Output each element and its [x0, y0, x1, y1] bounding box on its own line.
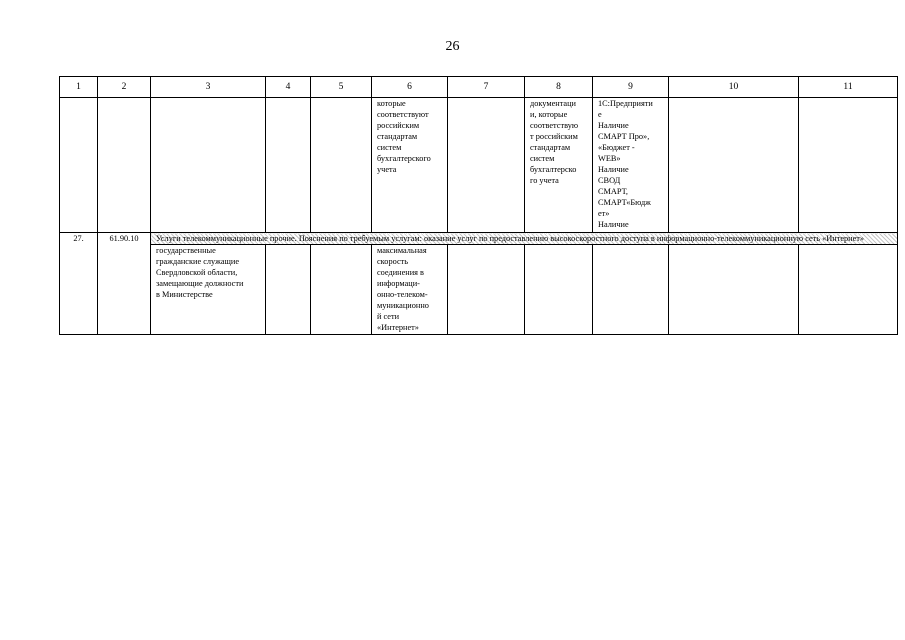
table-cell: [266, 245, 311, 335]
service-description-text: Услуги телекоммуникационные прочие. Пояснения по требуемым услугам: оказание услуг по предоставлению высокоскоростного доступа в информационно-телекоммуникационную сеть «Интернет»: [156, 234, 865, 243]
table-cell: 1С:Предприяти е Наличие СМАРТ Про», «Бюджет - WEB» Наличие СВОД СМАРТ, СМАРТ«Бюдж ет» Наличие: [593, 98, 669, 233]
header-cell: 9: [593, 77, 669, 98]
table-row: [60, 98, 898, 233]
table-row: [60, 245, 898, 335]
table-cell: [311, 245, 372, 335]
table-cell: государственные гражданские служащие Свердловской области, замещающие должности в Министерстве: [151, 245, 266, 335]
table-cell: [448, 98, 525, 233]
table-cell: [151, 98, 266, 233]
header-cell: 10: [669, 77, 799, 98]
table-cell: которые соответствуют российским стандартам систем бухгалтерского учета: [372, 98, 448, 233]
table-cell: [669, 98, 799, 233]
header-cell: 1: [60, 77, 98, 98]
table-cell: [311, 98, 372, 233]
procurement-table: [59, 76, 898, 335]
table-cell: [593, 245, 669, 335]
table-cell: [669, 245, 799, 335]
table-cell: [98, 98, 151, 233]
table-cell: максимальная скорость соединения в информаци- онно-телеком- муникационно й сети «Интернет»: [372, 245, 448, 335]
header-cell: 3: [151, 77, 266, 98]
header-cell: 2: [98, 77, 151, 98]
header-cell: 8: [525, 77, 593, 98]
header-cell: 4: [266, 77, 311, 98]
header-row: [60, 77, 898, 98]
header-cell: 5: [311, 77, 372, 98]
table-cell: [448, 245, 525, 335]
table-cell: [266, 98, 311, 233]
table-cell: [799, 98, 898, 233]
service-description: [151, 233, 898, 245]
table-cell: [525, 245, 593, 335]
okpd-code: 61.90.10: [98, 233, 151, 335]
table-cell: [799, 245, 898, 335]
row-number: 27.: [60, 233, 98, 335]
header-cell: 7: [448, 77, 525, 98]
header-cell: 11: [799, 77, 898, 98]
page-number: 26: [445, 39, 460, 54]
table-cell: документаци и, которые соответствую т российским стандартам систем бухгалтерско го учета: [525, 98, 593, 233]
table-row: [60, 233, 898, 245]
table-cell: [60, 98, 98, 233]
header-cell: 6: [372, 77, 448, 98]
